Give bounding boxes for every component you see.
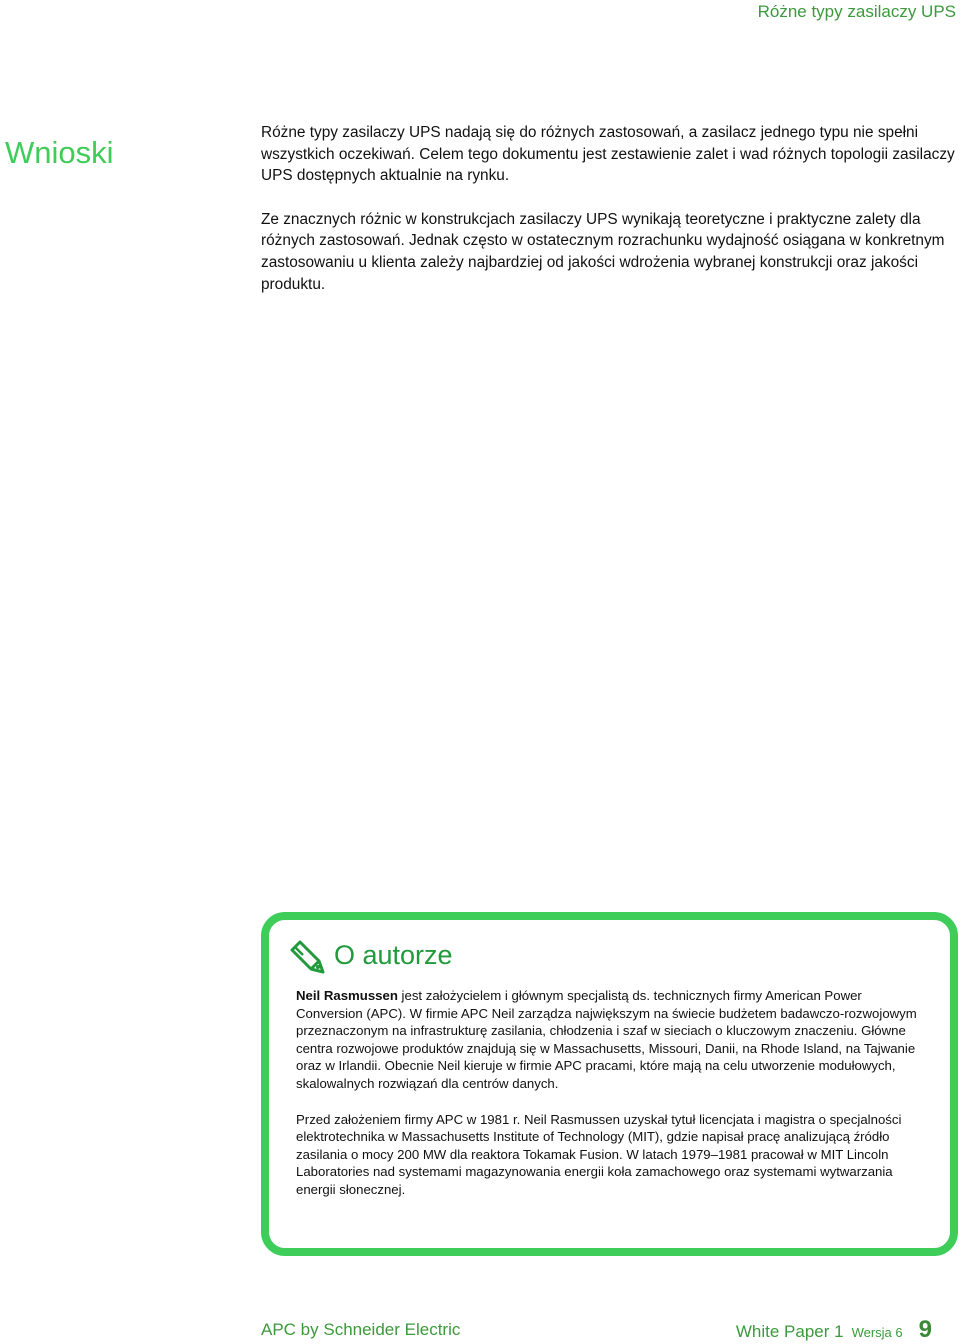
section-body — [261, 122, 958, 317]
author-box-title: O autorze — [334, 940, 453, 970]
author-box — [261, 912, 958, 1256]
footer-meta — [736, 1316, 932, 1344]
section-title: Wnioski — [5, 134, 114, 170]
footer-series: White Paper 1 — [735, 1322, 844, 1341]
page-number: 9 — [918, 1316, 932, 1343]
body-paragraph: Ze znacznych różnic w konstrukcjach zasilaczy UPS wynikają teoretyczne i praktyczne zalety dla różnych zastosowań. Jednak często w ostatecznym rozrachunku wydajność osiągana w konkretnym zastosowaniu u klienta zależy najbardziej od jakości wdrożenia wybranej konstrukcji oraz jakości produktu. — [261, 210, 945, 293]
author-bio — [296, 987, 926, 1217]
author-bio-text: jest założycielem i głównym specjalistą ds. technicznych firmy American Power Conversion (APC). W firmie APC Neil zarządza największym na świecie budżetem badawczo-rozwojowym przeznaczonym na infrastrukturę zasilania, chłodzenia i szaf w sieciach o kluczowym znaczeniu. Główne centra rozwojowe produktów znajdują się w Massachusetts, Missouri, Danii, na Rhode Island, na Tajwanie oraz w Irlandii. Obecnie Neil kieruje w firmie APC pracami, które mają na celu utworzenie modułowych, skalowalnych rozwiązań dla centrów danych. — [296, 988, 917, 1091]
author-bio-paragraph: Przed założeniem firmy APC w 1981 r. Neil Rasmussen uzyskał tytuł licencjata i magistra o specjalności elektrotechnika w Massachusetts Institute of Technology (MIT), gdzie napisał pracę analizującą źródło zasilania o mocy 200 MW dla reaktora Tokamak Fusion. W latach 1979–1981 pracował w MIT Lincoln Laboratories nad systemami magazynowania energii koła zamachowego oraz systemami wytwarzania energii słonecznej. — [296, 1111, 902, 1197]
author-name: Neil Rasmussen — [296, 988, 398, 1003]
author-bio-paragraph — [296, 987, 926, 1093]
running-header: Różne typy zasilaczy UPS — [757, 2, 956, 21]
pen-icon — [289, 936, 333, 974]
footer-brand: APC by Schneider Electric — [261, 1320, 461, 1339]
footer-version: Wersja 6 — [851, 1325, 903, 1340]
body-paragraph: Różne typy zasilaczy UPS nadają się do różnych zastosowań, a zasilacz jednego typu nie spełni wszystkich oczekiwań. Celem tego dokumentu jest zestawienie zalet i wad różnych topologii zasilaczy UPS dostępnych aktualnie na rynku. — [261, 124, 955, 185]
